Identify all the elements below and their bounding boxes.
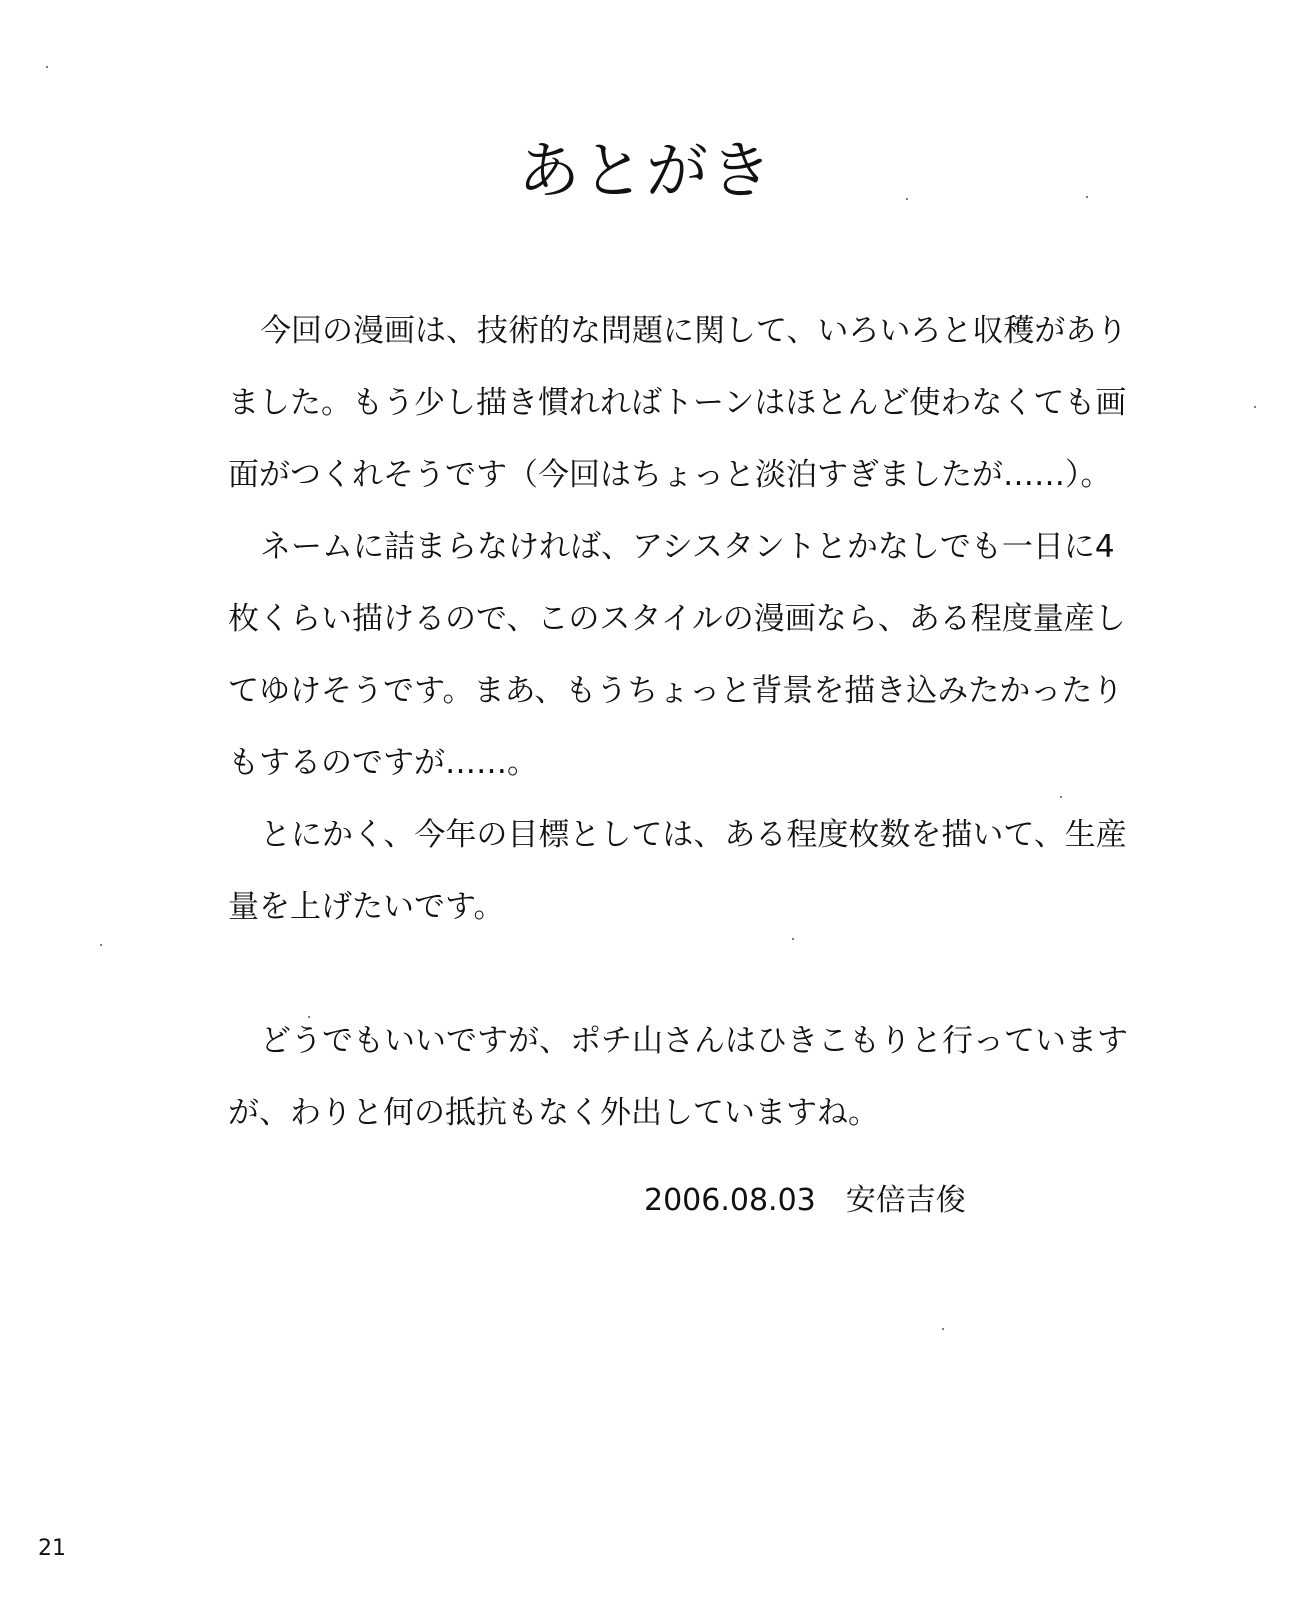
signature-author: 安倍吉俊	[845, 1183, 966, 1218]
scan-speck	[1086, 196, 1088, 198]
scan-speck	[906, 198, 908, 200]
scan-speck	[1060, 796, 1062, 798]
page-title: あとがき	[517, 134, 774, 207]
paragraph-4-line-2: が、わりと何の抵抗もなく外出していますね。	[228, 1095, 879, 1131]
scan-speck	[46, 66, 48, 68]
paragraph-1-line-2: ました。もう少し描き慣れればトーンはほとんど使わなくても画	[228, 385, 1127, 421]
paragraph-2-line-2: 枚くらい描けるので、このスタイルの漫画なら、ある程度量産し	[228, 601, 1126, 637]
paragraph-4-line-1: どうでもいいですが、ポチ山さんはひきこもりと行っています	[260, 1023, 1128, 1059]
paragraph-3-line-1: とにかく、今年の目標としては、ある程度枚数を描いて、生産	[260, 817, 1127, 853]
afterword-body	[228, 306, 1128, 1160]
scan-speck	[100, 944, 102, 946]
signature-date: 2006.08.03	[644, 1183, 816, 1218]
scan-speck	[942, 1328, 944, 1330]
scan-speck	[308, 1016, 310, 1018]
signature	[644, 1176, 966, 1226]
paragraph-2-line-4: もするのですが……。	[228, 745, 538, 781]
paragraph-2-line-3: てゆけそうです。まあ、もうちょっと背景を描き込みたかったり	[228, 673, 1124, 709]
paragraph-2-line-1: ネームに詰まらなければ、アシスタントとかなしでも一日に4	[260, 529, 1115, 565]
scan-speck	[792, 938, 794, 940]
paragraph-gap	[228, 954, 1108, 1016]
scan-speck	[1254, 406, 1256, 408]
paragraph-1-line-3: 面がつくれそうです（今回はちょっと淡泊すぎましたが……）。	[228, 457, 1112, 493]
paragraph-1-line-1: 今回の漫画は、技術的な問題に関して、いろいろと収穫があり	[260, 313, 1128, 349]
paragraph-3-line-2: 量を上げたいです。	[228, 889, 505, 925]
page-number: 21	[38, 1536, 66, 1561]
